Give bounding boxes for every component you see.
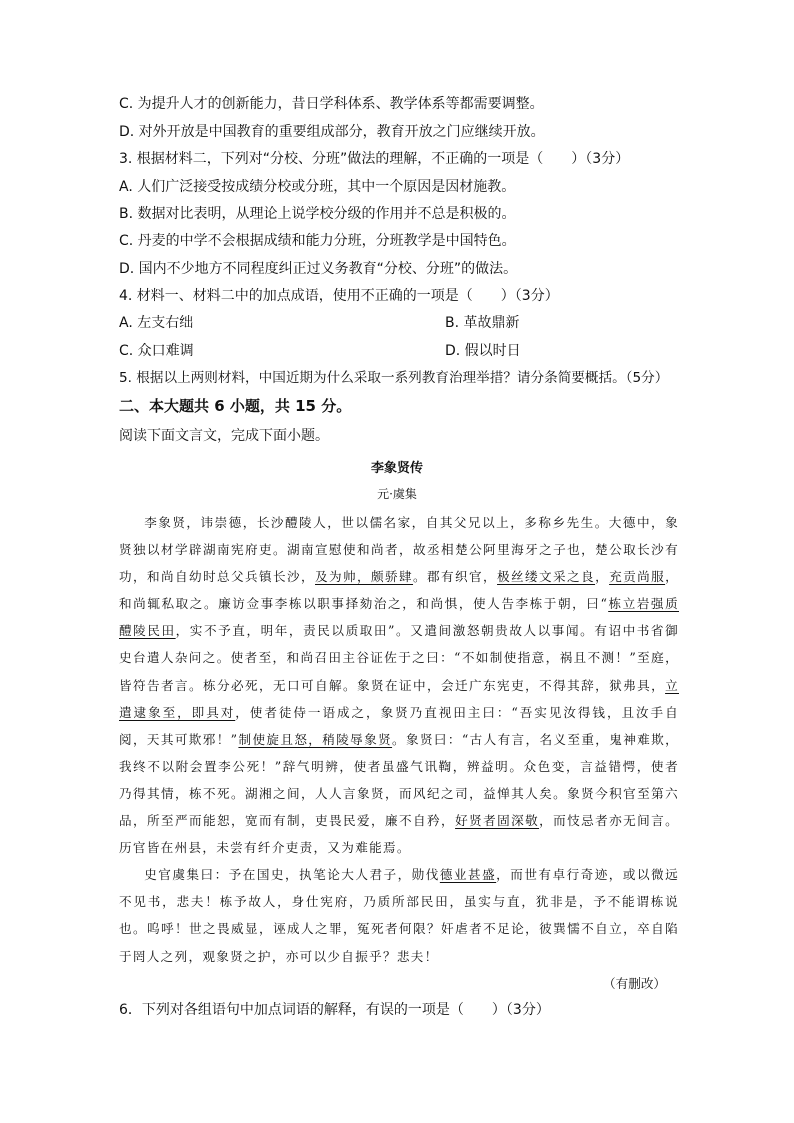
q3-option-a: A. 人们广泛接受按成绩分校或分班，其中一个原因是因材施教。 — [119, 179, 516, 195]
q3-stem: 3. 根据材料二，下列对“分校、分班”做法的理解，不正确的一项是（ ）（3分） — [119, 151, 630, 167]
q5-stem: 5. 根据以上两则材料，中国近期为什么采取一系列教育治理举措？请分条简要概括。（5分） — [119, 370, 669, 386]
underlined-phrase: 德业甚盛 — [439, 867, 497, 883]
q4-option-d: D. 假以时日 — [445, 343, 521, 359]
q3-option-d: D. 国内不少地方不同程度纠正过义务教育“分校、分班”的做法。 — [119, 261, 518, 277]
q4-option-b: B. 革故鼎新 — [445, 315, 520, 331]
passage-body — [119, 509, 679, 970]
passage-segment: 李象贤，讳崇德，长沙醴陵人，世以儒名家，自其父兄以上，多称乡先生。大德中，象贤独以材学辟湖南宪府吏。湖南宣慰使和尚者，故丞相楚公阿里海牙之子也，楚公取长沙有功，和尚自幼时总父兵镇长沙， — [119, 515, 679, 585]
q6-stem: 6．下列对各组语句中加点词语的解释，有误的一项是（ ）（3分） — [119, 1002, 550, 1018]
q4-stem: 4. 材料一、材料二中的加点成语，使用不正确的一项是（ ）（3分） — [119, 288, 559, 304]
passage-segment: ，而忮忌者亦无间言。历官皆在州县，未尝有纤介吏责，又为难能焉。 — [119, 813, 679, 856]
passage-segment: 。郡有织官， — [413, 569, 498, 585]
passage-segment: 史官虞集曰：予在国史，执笔论大人君子，勋伐 — [144, 867, 440, 883]
q4-option-a: A. 左支右绌 — [119, 315, 194, 331]
passage-segment: ，使者徒侍一语成之，象贤乃直视田主曰：“吾实见汝得钱，且汝手自阅，天其可欺邪！” — [119, 704, 679, 747]
passage-title: 李象贤传 — [370, 461, 423, 476]
underlined-phrase: 极丝缕文采之良 — [497, 569, 596, 585]
passage-segment: ，和尚辄私取之。廉访佥事李栋以职事择劾治之，和尚惧，使人告李栋于朝，曰“ — [119, 569, 679, 612]
q2-option-d: D. 对外开放是中国教育的重要组成部分，教育开放之门应继续开放。 — [119, 124, 545, 140]
passage-segment: ，实不予直，明年，责民以质取田”。又遣间激怒朝贵故人以事闻。有诏中书省御史台遣人杂问之。使者至，和尚召田主谷证佐于之曰：“不如制使指意，祸且不测！”至庭，皆符告者言。栋分必死，无口可自解。象贤在证中，会迁广东宪吏，不得其辞，狱弗具， — [119, 623, 679, 693]
passage-segment: 。象贤曰：“古人有言，名义至重，鬼神难欺，我终不以附会置李公死！”辞气明辨，使者虽盛气讯鞫，辨益明。众色变，言益错愕，使者乃得其情，栋不死。湖湘之间，人人言象贤，而风纪之司，益惮其人矣。象贤今积官至第六品，所至严而能恕，宽而有制，吏畏民爱，廉不自矜， — [119, 731, 679, 829]
underlined-phrase: 好贤者固深敬 — [455, 813, 540, 829]
underlined-phrase: 栋立岩强质醴陵民田 — [119, 596, 679, 639]
underlined-phrase: 制使旋且怒，稍陵辱象贤 — [238, 731, 393, 747]
passage-paragraph-2 — [119, 861, 679, 969]
passage-author: 元·虞集 — [377, 487, 417, 501]
section-instruction: 阅读下面文言文，完成下面小题。 — [119, 428, 329, 444]
passage-segment: ，而世有卓行奇迹，或以微远不见书，悲夫！栋予故人，身仕宪府，乃质所部民田，虽实与直，犹非是，予不能谓栋说也。呜呼！世之畏威显，诬成人之罪，冤死者何限？奸虐者不足论，彼巽懦不自立，卒自陷于罔人之列，观象贤之护，亦可以少自振乎？悲夫！ — [119, 867, 680, 964]
q3-option-b: B. 数据对比表明，从理论上说学校分级的作用并不总是积极的。 — [119, 206, 516, 222]
underlined-phrase: 充贡尚服 — [609, 569, 666, 585]
q2-option-c: C. 为提升人才的创新能力，昔日学科体系、教学体系等都需要调整。 — [119, 96, 544, 112]
passage-note: （有删改） — [603, 976, 666, 991]
passage-segment: ， — [595, 569, 610, 585]
section-heading: 二、本大题共 6 小题，共 15 分。 — [119, 397, 352, 415]
passage-paragraph-1 — [119, 509, 679, 861]
underlined-phrase: 立遣逮象至，即具对 — [119, 677, 679, 720]
underlined-phrase: 及为帅，颇骄肆 — [315, 569, 414, 585]
q3-option-c: C. 丹麦的中学不会根据成绩和能力分班，分班教学是中国特色。 — [119, 233, 516, 249]
q4-option-c: C. 众口难调 — [119, 343, 194, 359]
